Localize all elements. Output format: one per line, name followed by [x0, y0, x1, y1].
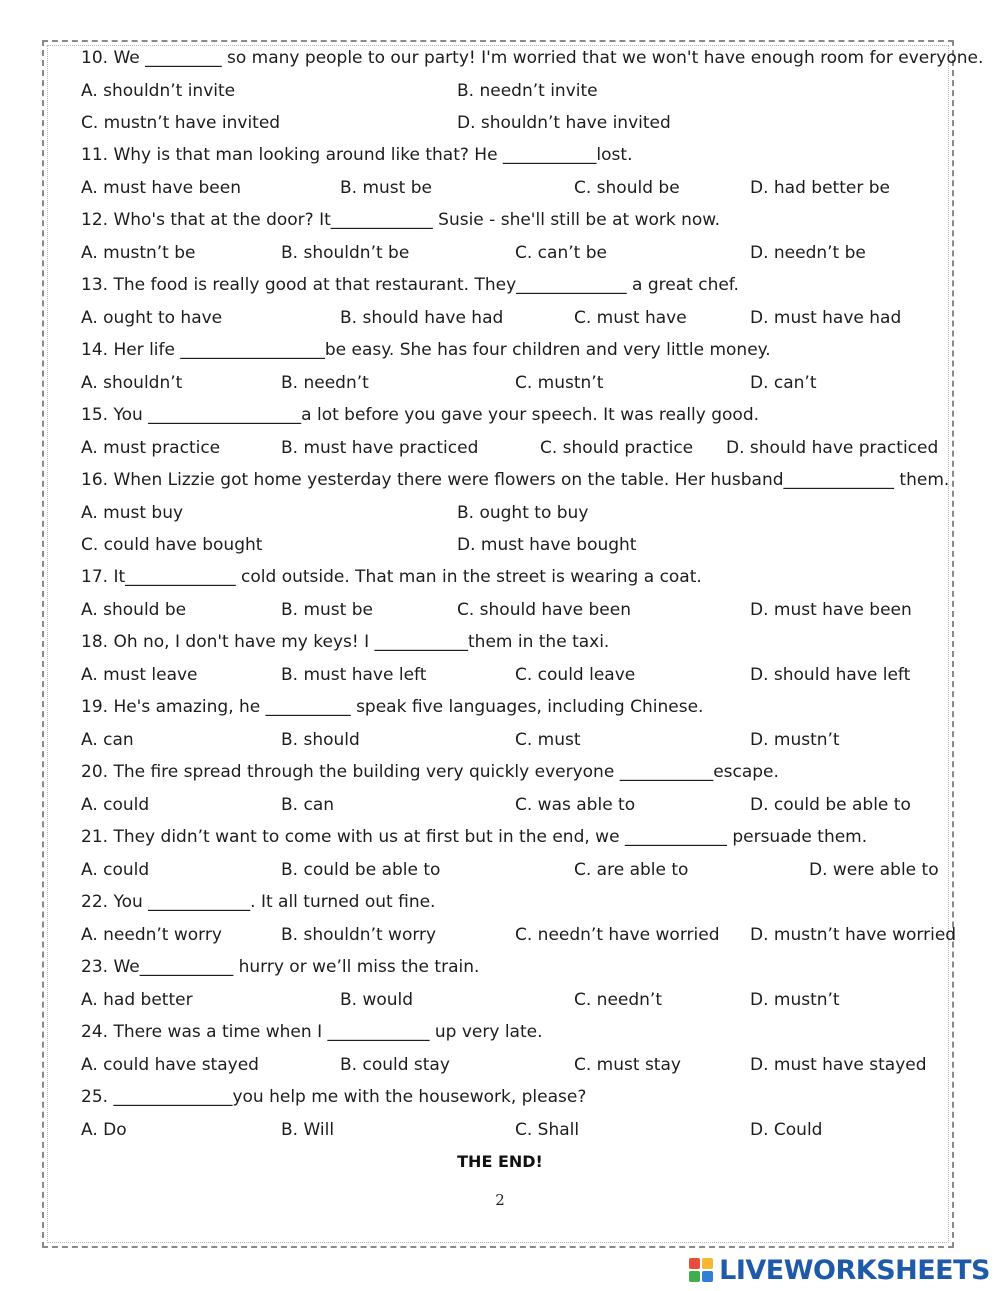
answer-option-b[interactable]: B. needn’t — [281, 372, 369, 393]
answer-option-c[interactable]: C. mustn’t have invited — [81, 113, 281, 133]
answer-option-d[interactable]: D. must have had — [750, 307, 902, 328]
page-number: 2 — [495, 1191, 505, 1209]
answer-option-c[interactable]: C. must — [515, 729, 581, 750]
option-row — [0, 79, 1000, 111]
question-14 — [0, 338, 1000, 370]
answer-option-b[interactable]: B. Will — [281, 1119, 335, 1140]
option-row — [0, 371, 1000, 403]
question-15 — [0, 403, 1000, 435]
end-text: THE END! — [457, 1152, 543, 1171]
answer-option-a[interactable]: A. shouldn’t invite — [81, 80, 236, 101]
answer-option-b[interactable]: B. must be — [281, 599, 373, 620]
question-text: 13. The food is really good at that restaurant. They_____________ a great chef. — [81, 275, 739, 295]
answer-option-b[interactable]: B. can — [281, 794, 335, 815]
question-22 — [0, 890, 1000, 922]
answer-option-c[interactable]: C. mustn’t — [515, 372, 604, 393]
option-row — [0, 663, 1000, 695]
answer-option-d[interactable]: D. must have bought — [457, 535, 637, 555]
answer-option-c[interactable]: C. could have bought — [81, 535, 263, 555]
question-17 — [0, 565, 1000, 597]
answer-option-c[interactable]: C. needn’t — [574, 989, 663, 1010]
question-text: 23. We___________ hurry or we’ll miss the train. — [81, 957, 480, 977]
option-row — [0, 533, 1000, 565]
question-21 — [0, 825, 1000, 857]
answer-option-d[interactable]: D. mustn’t — [750, 729, 840, 750]
answer-option-c[interactable]: C. Shall — [515, 1119, 580, 1140]
answer-option-d[interactable]: D. mustn’t — [750, 989, 840, 1010]
option-row — [0, 988, 1000, 1020]
option-row — [0, 501, 1000, 533]
question-18 — [0, 630, 1000, 662]
answer-option-d[interactable]: D. mustn’t have worried — [750, 924, 957, 945]
answer-option-a[interactable]: A. can — [81, 729, 134, 750]
answer-option-b[interactable]: B. must be — [340, 177, 432, 198]
question-23 — [0, 955, 1000, 987]
question-11 — [0, 143, 1000, 175]
answer-option-c[interactable]: C. could leave — [515, 664, 636, 685]
answer-option-b[interactable]: B. needn’t invite — [457, 80, 598, 101]
answer-option-b[interactable]: B. would — [340, 989, 414, 1010]
answer-option-d[interactable]: D. were able to — [809, 859, 939, 880]
answer-option-d[interactable]: D. needn’t be — [750, 242, 866, 263]
option-row — [0, 241, 1000, 273]
answer-option-a[interactable]: A. shouldn’t — [81, 372, 183, 393]
answer-option-b[interactable]: B. could stay — [340, 1054, 450, 1075]
answer-option-d[interactable]: D. had better be — [750, 177, 890, 198]
question-24 — [0, 1020, 1000, 1052]
question-text: 25. ______________you help me with the housework, please? — [81, 1087, 587, 1107]
answer-option-c[interactable]: C. should be — [574, 177, 680, 198]
answer-option-c[interactable]: C. needn’t have worried — [515, 924, 720, 945]
answer-option-a[interactable]: A. must leave — [81, 664, 198, 685]
question-10 — [0, 46, 1000, 78]
option-row — [0, 306, 1000, 338]
answer-option-c[interactable]: C. must have — [574, 307, 687, 328]
option-row — [0, 728, 1000, 760]
answer-option-b[interactable]: B. shouldn’t worry — [281, 924, 437, 945]
question-text: 18. Oh no, I don't have my keys! I ___________them in the taxi. — [81, 632, 610, 652]
answer-option-d[interactable]: D. must have been — [750, 599, 912, 620]
answer-option-d[interactable]: D. could be able to — [750, 794, 911, 815]
answer-option-d[interactable]: D. should have left — [750, 664, 911, 685]
answer-option-b[interactable]: B. should have had — [340, 307, 504, 328]
option-row — [0, 1053, 1000, 1085]
answer-option-a[interactable]: A. must have been — [81, 177, 241, 198]
answer-option-b[interactable]: B. shouldn’t be — [281, 242, 410, 263]
answer-option-a[interactable]: A. must practice — [81, 437, 221, 458]
question-text: 19. He's amazing, he __________ speak five languages, including Chinese. — [81, 697, 704, 717]
answer-option-d[interactable]: D. must have stayed — [750, 1054, 927, 1075]
answer-option-b[interactable]: B. must have left — [281, 664, 427, 685]
option-row — [0, 176, 1000, 208]
answer-option-d[interactable]: D. Could — [750, 1119, 823, 1140]
answer-option-c[interactable]: C. should have been — [457, 599, 632, 620]
answer-option-b[interactable]: B. ought to buy — [457, 502, 589, 523]
question-20 — [0, 760, 1000, 792]
option-row — [0, 111, 1000, 143]
brand-text: LIVEWORKSHEETS — [719, 1254, 990, 1286]
answer-option-b[interactable]: B. should — [281, 729, 360, 750]
answer-option-c[interactable]: C. can’t be — [515, 242, 607, 263]
question-text: 12. Who's that at the door? It____________ Susie - she'll still be at work now. — [81, 210, 721, 230]
question-text: 22. You ____________. It all turned out fine. — [81, 892, 436, 912]
option-row — [0, 1118, 1000, 1150]
question-text: 15. You __________________a lot before you gave your speech. It was really good. — [81, 405, 760, 425]
answer-option-c[interactable]: C. should practice — [540, 437, 694, 458]
question-text: 21. They didn’t want to come with us at first but in the end, we ____________ persuade them. — [81, 827, 868, 847]
question-16 — [0, 468, 1000, 500]
option-row — [0, 858, 1000, 890]
answer-option-a[interactable]: A. could — [81, 859, 150, 880]
question-text: 20. The fire spread through the building very quickly everyone ___________escape. — [81, 762, 779, 782]
question-13 — [0, 273, 1000, 305]
question-text: 11. Why is that man looking around like that? He ___________lost. — [81, 145, 633, 165]
question-text: 16. When Lizzie got home yesterday there were flowers on the table. Her husband_____________ them. — [81, 470, 950, 490]
answer-option-c[interactable]: C. must stay — [574, 1054, 681, 1075]
question-text: 24. There was a time when I ____________ up very late. — [81, 1022, 543, 1042]
question-text: 14. Her life _________________be easy. She has four children and very little money. — [81, 340, 771, 360]
liveworksheets-logo-icon — [689, 1258, 713, 1282]
question-12 — [0, 208, 1000, 240]
answer-option-a[interactable]: A. ought to have — [81, 307, 223, 328]
answer-option-c[interactable]: C. was able to — [515, 794, 636, 815]
option-row — [0, 793, 1000, 825]
answer-option-a[interactable]: A. should be — [81, 599, 187, 620]
answer-option-c[interactable]: C. are able to — [574, 859, 689, 880]
option-row — [0, 598, 1000, 630]
answer-option-b[interactable]: B. must have practiced — [281, 437, 479, 458]
question-text: 17. It_____________ cold outside. That man in the street is wearing a coat. — [81, 567, 702, 587]
answer-option-a[interactable]: A. could have stayed — [81, 1054, 259, 1075]
question-25 — [0, 1085, 1000, 1117]
answer-option-b[interactable]: B. could be able to — [281, 859, 441, 880]
answer-option-a[interactable]: A. must buy — [81, 502, 184, 523]
option-row — [0, 436, 1000, 468]
answer-option-a[interactable]: A. could — [81, 794, 150, 815]
option-row — [0, 923, 1000, 955]
answer-option-d[interactable]: D. shouldn’t have invited — [457, 113, 671, 133]
answer-option-d[interactable]: D. can’t — [750, 372, 817, 393]
answer-option-a[interactable]: A. mustn’t be — [81, 242, 196, 263]
answer-option-a[interactable]: A. needn’t worry — [81, 924, 222, 945]
answer-option-a[interactable]: A. Do — [81, 1119, 127, 1140]
answer-option-d[interactable]: D. should have practiced — [726, 437, 939, 458]
brand-watermark — [689, 1254, 990, 1286]
question-text: 10. We _________ so many people to our party! I'm worried that we won't have enough room for everyone. — [81, 48, 984, 68]
answer-option-a[interactable]: A. had better — [81, 989, 193, 1010]
question-19 — [0, 695, 1000, 727]
